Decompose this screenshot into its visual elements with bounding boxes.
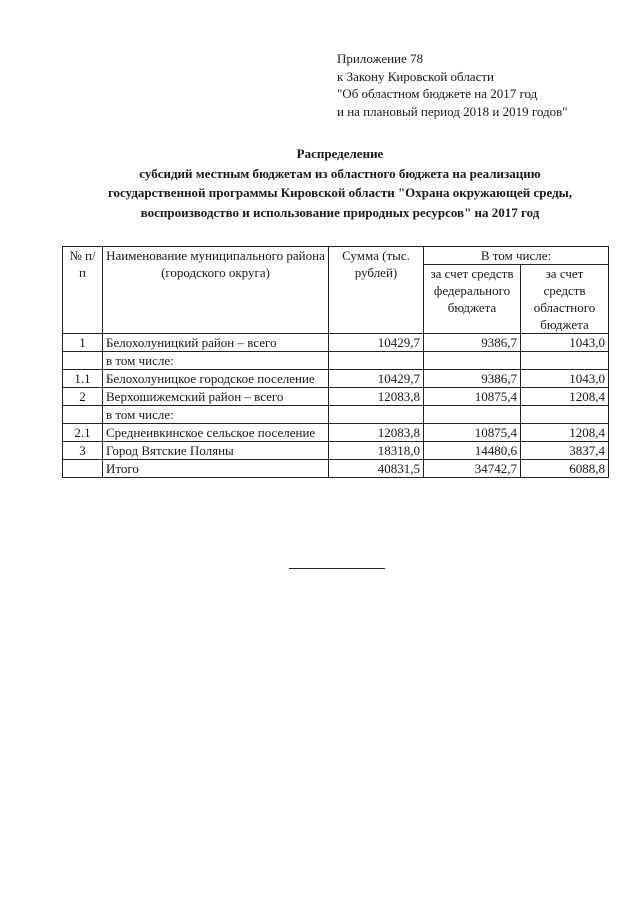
row-federal: 9386,7 [424,370,521,388]
table-row [63,352,609,370]
row-sum: 18318,0 [329,442,424,460]
row-regional: 1208,4 [521,388,609,406]
header-federal: за счет средств федерального бюджета [424,265,521,334]
row-regional: 1208,4 [521,424,609,442]
row-number: 3 [63,442,103,460]
row-regional: 1043,0 [521,370,609,388]
row-sum: 12083,8 [329,424,424,442]
table-row [63,406,609,424]
row-federal [424,352,521,370]
header-num: № п/п [63,247,103,334]
table-row [63,370,609,388]
row-number: 2 [63,388,103,406]
header-regional: за счет средств областного бюджета [521,265,609,334]
row-regional: 3837,4 [521,442,609,460]
row-name: Среднеивкинское сельское поселение [103,424,329,442]
subsidy-table [62,246,609,478]
appendix-line: Приложение 78 [337,51,424,66]
row-sum: 40831,5 [329,460,424,478]
appendix-note [337,50,568,120]
row-sum [329,352,424,370]
header-name: Наименование муниципального района (городского округа) [103,247,329,334]
row-regional [521,352,609,370]
table-row [63,334,609,352]
table-header-row [63,247,609,265]
document-title [40,144,640,222]
title-line: субсидий местным бюджетам из областного бюджета на реализацию [139,165,541,181]
row-federal: 10875,4 [424,424,521,442]
header-sum: Сумма (тыс. рублей) [329,247,424,334]
row-federal [424,406,521,424]
table-row [63,460,609,478]
row-number [63,460,103,478]
table-row [63,442,609,460]
row-name: в том числе: [103,406,329,424]
row-name: Итого [103,460,329,478]
title-line: Распределение [296,146,384,161]
row-name: в том числе: [103,352,329,370]
row-sum: 10429,7 [329,370,424,388]
appendix-line: к Закону Кировской области [337,68,494,84]
appendix-line: "Об областном бюджете на 2017 год [337,86,538,101]
row-federal: 10875,4 [424,388,521,406]
row-name: Верхошижемский район – всего [103,388,329,406]
row-name: Белохолуницкий район – всего [103,334,329,352]
row-regional [521,406,609,424]
closing-divider [289,568,385,569]
row-number: 2.1 [63,424,103,442]
row-name: Белохолуницкое городское поселение [103,370,329,388]
row-sum: 10429,7 [329,334,424,352]
table-body [63,247,609,478]
row-number: 1.1 [63,370,103,388]
row-federal: 9386,7 [424,334,521,352]
header-including: В том числе: [424,247,609,265]
row-sum [329,406,424,424]
row-sum: 12083,8 [329,388,424,406]
table-row [63,388,609,406]
row-regional: 6088,8 [521,460,609,478]
title-line: государственной программы Кировской области "Охрана окружающей среды, [107,185,573,200]
row-federal: 14480,6 [424,442,521,460]
title-line: воспроизводство и использование природных ресурсов" на 2017 год [140,204,540,220]
appendix-line: и на плановый период 2018 и 2019 годов" [337,103,568,119]
row-number [63,406,103,424]
row-name: Город Вятские Поляны [103,442,329,460]
row-number: 1 [63,334,103,352]
table-row [63,424,609,442]
row-regional: 1043,0 [521,334,609,352]
row-federal: 34742,7 [424,460,521,478]
row-number [63,352,103,370]
